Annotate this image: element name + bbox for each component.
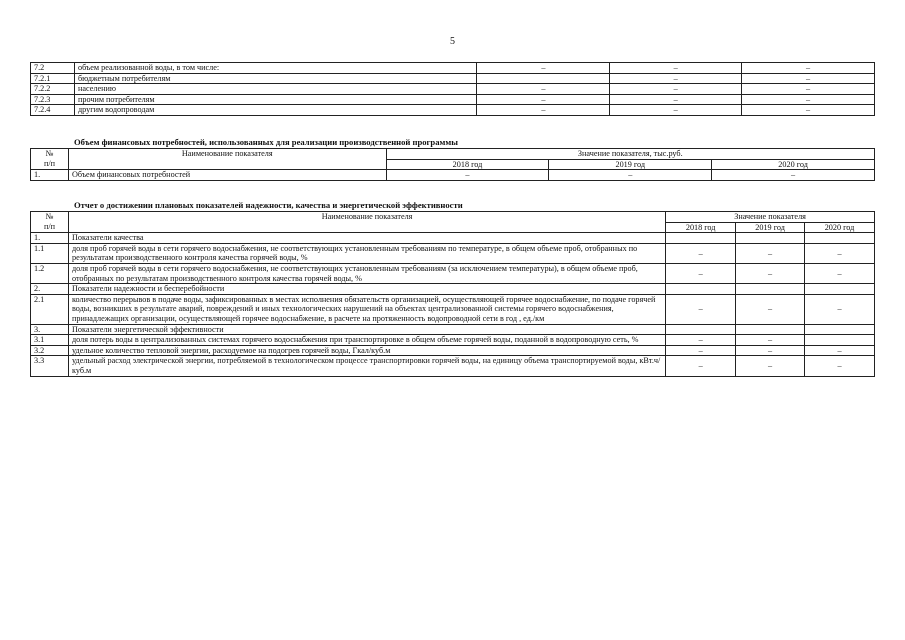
row-value: – — [386, 170, 549, 181]
table-row — [31, 324, 875, 335]
row-value: – — [742, 63, 875, 74]
table-row — [31, 356, 875, 376]
row-value: – — [477, 94, 610, 105]
table-row — [31, 170, 875, 181]
row-value — [736, 284, 805, 295]
row-value — [666, 324, 736, 335]
table-row — [31, 284, 875, 295]
row-value: – — [736, 263, 805, 283]
row-name: Объем финансовых потребностей — [68, 170, 386, 181]
row-value: – — [610, 94, 742, 105]
row-value — [805, 324, 875, 335]
row-name: бюджетным потребителям — [74, 73, 477, 84]
row-value: – — [736, 356, 805, 376]
row-value — [736, 233, 805, 244]
name-header: Наименование показателя — [68, 212, 665, 233]
row-name: удельное количество тепловой энергии, расходуемое на подогрев горячей воды, Гкал/куб.м — [68, 345, 665, 356]
table-row — [31, 105, 875, 116]
row-number: 7.2.4 — [31, 105, 75, 116]
num-header: № п/п — [31, 212, 69, 233]
row-value: – — [742, 94, 875, 105]
row-value: – — [477, 63, 610, 74]
value-header: Значение показателя — [666, 212, 875, 223]
table-row — [31, 84, 875, 95]
row-value: – — [666, 294, 736, 324]
row-value: – — [736, 335, 805, 346]
row-value: – — [666, 335, 736, 346]
table3-title: Отчет о достижении плановых показателей надежности, качества и энергетической эффективности — [74, 200, 463, 210]
water-sales-table — [30, 62, 875, 116]
row-value: – — [610, 105, 742, 116]
row-value — [805, 335, 875, 346]
row-name: Показатели надежности и бесперебойности — [68, 284, 665, 295]
row-name: удельный расход электрической энергии, потребляемой в технологическом процессе транспортировки горячей воды, на единицу объема транспортируемой воды, кВт.ч/куб.м — [68, 356, 665, 376]
year-header: 2019 год — [736, 222, 805, 233]
year-header: 2018 год — [666, 222, 736, 233]
table-row — [31, 243, 875, 263]
row-number: 1. — [31, 233, 69, 244]
row-value — [736, 324, 805, 335]
row-value — [666, 284, 736, 295]
table-row — [31, 233, 875, 244]
table-row — [31, 335, 875, 346]
row-number: 2.1 — [31, 294, 69, 324]
row-number: 2. — [31, 284, 69, 295]
row-value — [477, 73, 610, 84]
year-header: 2019 год — [549, 159, 712, 170]
row-value: – — [742, 73, 875, 84]
table-row — [31, 263, 875, 283]
row-value: – — [736, 243, 805, 263]
row-name: населению — [74, 84, 477, 95]
row-value: – — [666, 243, 736, 263]
row-name: прочим потребителям — [74, 94, 477, 105]
row-name: Показатели энергетической эффективности — [68, 324, 665, 335]
row-number: 3.3 — [31, 356, 69, 376]
row-value: – — [549, 170, 712, 181]
year-header: 2018 год — [386, 159, 549, 170]
row-number: 1.2 — [31, 263, 69, 283]
row-value: – — [736, 345, 805, 356]
row-value: – — [736, 294, 805, 324]
financial-needs-table — [30, 148, 875, 181]
table-row — [31, 294, 875, 324]
year-header: 2020 год — [712, 159, 875, 170]
table-row — [31, 73, 875, 84]
row-value: – — [666, 263, 736, 283]
row-name: доля проб горячей воды в сети горячего водоснабжения, не соответствующих установленным требованиям (за исключением температуры), в общем объеме проб, отобранных по результатам производственного контроля качества горячей воды, % — [68, 263, 665, 283]
row-name: другим водопроводам — [74, 105, 477, 116]
value-header: Значение показателя, тыс.руб. — [386, 149, 874, 160]
row-number: 7.2.2 — [31, 84, 75, 95]
row-number: 1. — [31, 170, 69, 181]
row-value: – — [805, 294, 875, 324]
table2-title: Объем финансовых потребностей, использованных для реализации производственной программы — [74, 137, 458, 147]
row-value: – — [742, 84, 875, 95]
row-number: 7.2.3 — [31, 94, 75, 105]
row-number: 3. — [31, 324, 69, 335]
year-header: 2020 год — [805, 222, 875, 233]
row-number: 3.1 — [31, 335, 69, 346]
performance-indicators-table — [30, 211, 875, 377]
row-value: – — [805, 345, 875, 356]
row-value: – — [610, 63, 742, 74]
row-value: – — [712, 170, 875, 181]
page-number: 5 — [450, 36, 455, 47]
row-name: количество перерывов в подаче воды, зафиксированных в местах исполнения обязательств организацией, осуществляющей горячее водоснабжение, по подаче горячей воды, возникших в результате аварий, повреждений и иных технологических нарушений на объектах централизованной системы горячего водоснабжения, принадлежащих организации, осуществляющей горячее водоснабжение, в расчете на протяженность водопроводной сети в год , ед./км — [68, 294, 665, 324]
row-value: – — [610, 73, 742, 84]
table-row — [31, 63, 875, 74]
row-name: доля проб горячей воды в сети горячего водоснабжения, не соответствующих установленным требованиям по температуре, в общем объеме проб, отобранных по результатам производственного контроля качества горячей воды, % — [68, 243, 665, 263]
row-value: – — [666, 345, 736, 356]
table-row — [31, 94, 875, 105]
row-value: – — [742, 105, 875, 116]
row-value: – — [477, 105, 610, 116]
row-value — [805, 233, 875, 244]
row-value: – — [805, 356, 875, 376]
row-number: 7.2 — [31, 63, 75, 74]
row-number: 3.2 — [31, 345, 69, 356]
row-name: доля потерь воды в централизованных системах горячего водоснабжения при транспортировке в общем объеме горячей воды, поданной в водопроводную сеть, % — [68, 335, 665, 346]
row-name: Показатели качества — [68, 233, 665, 244]
name-header: Наименование показателя — [68, 149, 386, 170]
table-row — [31, 345, 875, 356]
num-header: № п/п — [31, 149, 69, 170]
row-value: – — [805, 263, 875, 283]
row-value: – — [610, 84, 742, 95]
row-number: 1.1 — [31, 243, 69, 263]
row-value: – — [477, 84, 610, 95]
row-name: объем реализованной воды, в том числе: — [74, 63, 477, 74]
row-value: – — [805, 243, 875, 263]
row-value — [805, 284, 875, 295]
row-value: – — [666, 356, 736, 376]
row-value — [666, 233, 736, 244]
row-number: 7.2.1 — [31, 73, 75, 84]
